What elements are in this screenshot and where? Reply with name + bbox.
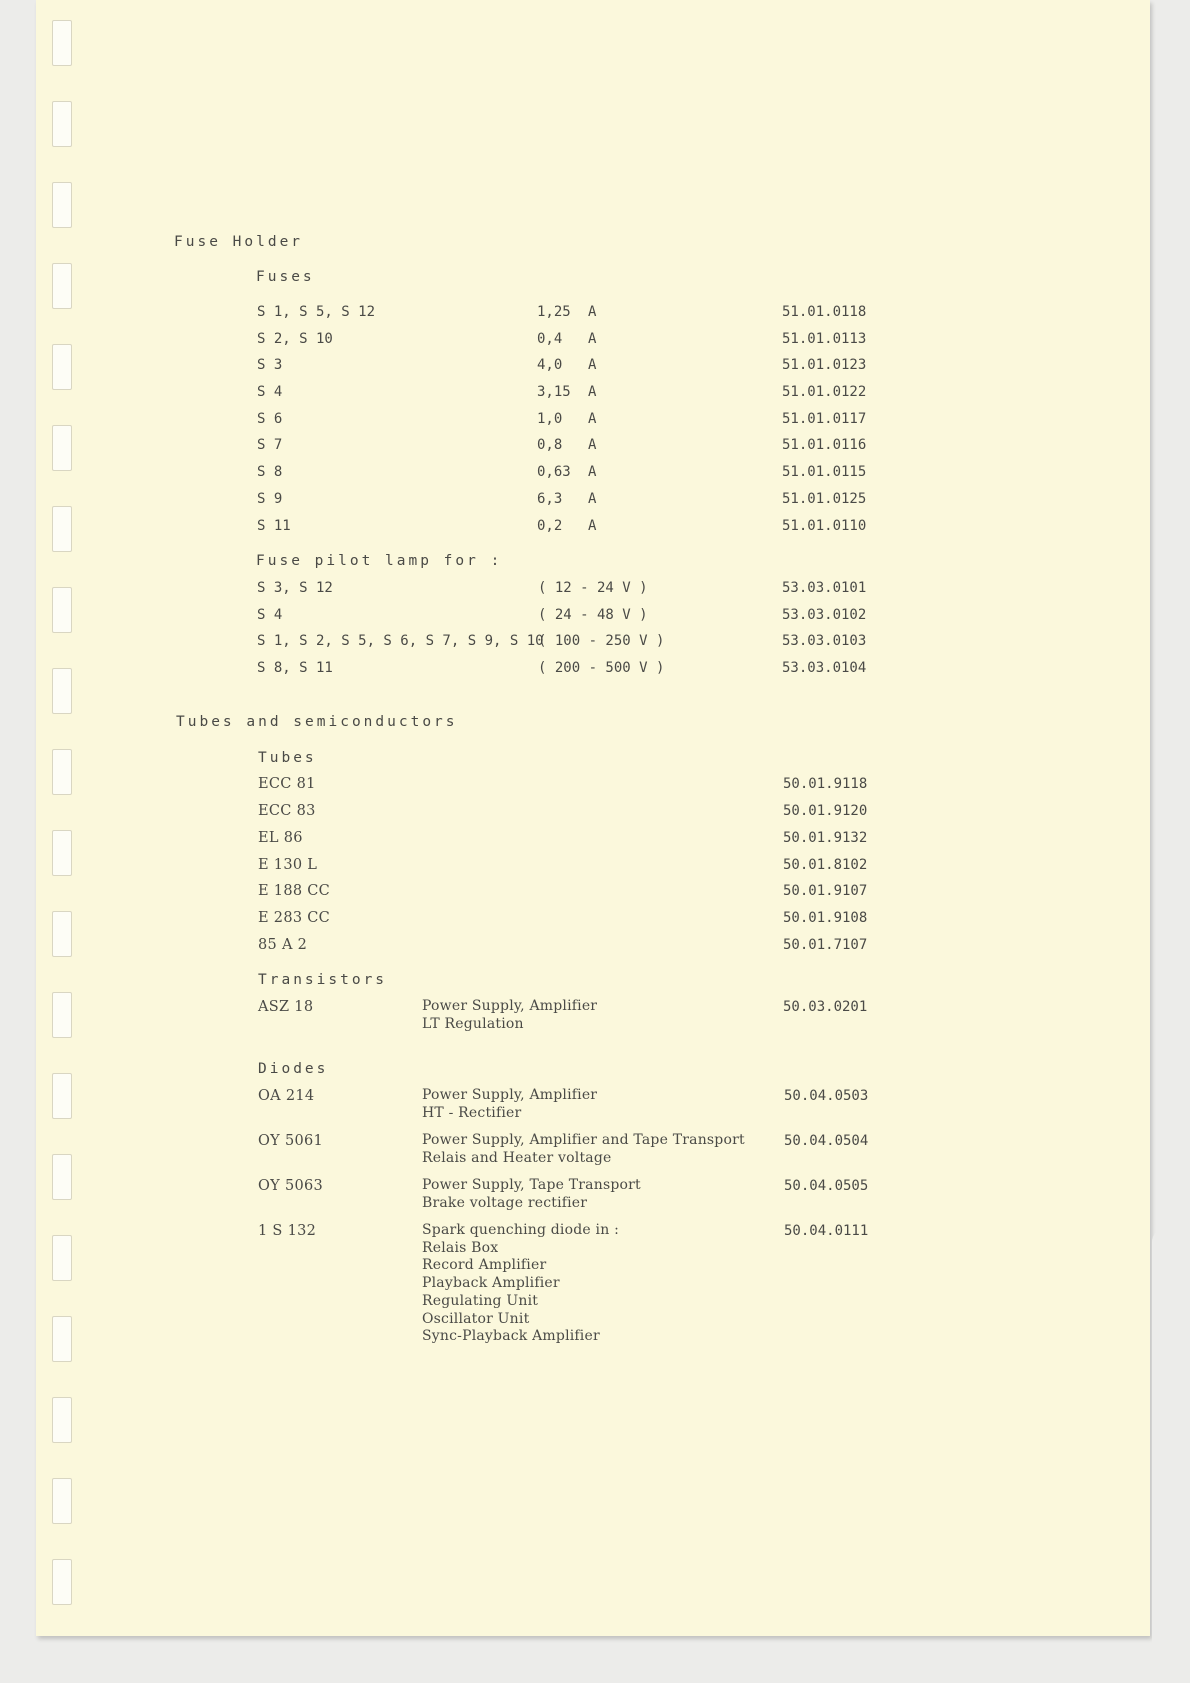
description-line: Power Supply, Amplifier and Tape Transport <box>422 1132 745 1148</box>
part-number: 50.04.0503 <box>784 1088 869 1104</box>
part-number: 50.01.9120 <box>783 803 868 819</box>
fuse-rating: 3,15 <box>537 384 571 400</box>
diode-description <box>422 1132 745 1167</box>
part-number: 50.01.9107 <box>783 883 868 899</box>
fuse-designation: S 8 <box>257 464 283 480</box>
fuse-designation: S 3 <box>257 357 283 373</box>
fuse-rating: 0,4 <box>537 331 563 347</box>
fuse-unit: A <box>588 491 597 507</box>
diode-type: OY 5063 <box>258 1178 324 1194</box>
lamp-designation: S 4 <box>257 607 283 623</box>
diode-type: OY 5061 <box>258 1133 324 1149</box>
tube-type: E 188 CC <box>258 883 331 899</box>
description-line: Relais Box <box>422 1239 499 1256</box>
fuse-rating: 0,2 <box>537 518 563 534</box>
fuse-rating: 0,63 <box>537 464 571 480</box>
part-number: 51.01.0115 <box>782 464 867 480</box>
part-number: 53.03.0102 <box>782 607 867 623</box>
description-line: Regulating Unit <box>422 1292 539 1309</box>
fuse-designation: S 1, S 5, S 12 <box>257 304 376 320</box>
part-number: 51.01.0123 <box>782 357 867 373</box>
fuse-unit: A <box>588 518 597 534</box>
subsection-title-diodes: Diodes <box>258 1061 329 1077</box>
subsection-title-pilot-lamps: Fuse pilot lamp for : <box>256 553 503 569</box>
diode-type: OA 214 <box>258 1088 315 1104</box>
part-number: 53.03.0103 <box>782 633 867 649</box>
part-number: 51.01.0113 <box>782 331 867 347</box>
description-line: LT Regulation <box>422 1015 524 1032</box>
part-number: 51.01.0117 <box>782 411 867 427</box>
diode-type: 1 S 132 <box>258 1223 317 1239</box>
description-line: Power Supply, Amplifier <box>422 998 598 1014</box>
fuse-unit: A <box>588 411 597 427</box>
fuse-rating: 6,3 <box>537 491 563 507</box>
lamp-designation: S 8, S 11 <box>257 660 333 676</box>
fuse-rating: 1,25 <box>537 304 571 320</box>
part-number: 50.03.0201 <box>783 999 868 1015</box>
diode-description <box>422 1222 619 1346</box>
tube-type: E 130 L <box>258 857 318 873</box>
transistor-type: ASZ 18 <box>258 999 314 1015</box>
tube-type: ECC 81 <box>258 776 316 792</box>
fuse-designation: S 2, S 10 <box>257 331 333 347</box>
part-number: 51.01.0116 <box>782 437 867 453</box>
fuse-rating: 0,8 <box>537 437 563 453</box>
part-number: 50.04.0505 <box>784 1178 869 1194</box>
part-number: 50.01.7107 <box>783 937 868 953</box>
part-number: 50.01.8102 <box>783 857 868 873</box>
part-number: 51.01.0122 <box>782 384 867 400</box>
tube-type: ECC 83 <box>258 803 316 819</box>
fuse-unit: A <box>588 384 597 400</box>
lamp-voltage-range: ( 200 - 500 V ) <box>538 660 665 676</box>
part-number: 50.01.9108 <box>783 910 868 926</box>
description-line: HT - Rectifier <box>422 1104 522 1121</box>
part-number: 51.01.0110 <box>782 518 867 534</box>
fuse-rating: 4,0 <box>537 357 563 373</box>
fuse-designation: S 9 <box>257 491 283 507</box>
description-line: Record Amplifier <box>422 1257 547 1274</box>
part-number: 51.01.0125 <box>782 491 867 507</box>
fuse-unit: A <box>588 437 597 453</box>
section-title-tubes-semiconductors: Tubes and semiconductors <box>176 714 458 730</box>
tube-type: EL 86 <box>258 830 303 846</box>
fuse-unit: A <box>588 304 597 320</box>
lamp-voltage-range: ( 100 - 250 V ) <box>538 633 665 649</box>
description-line: Brake voltage rectifier <box>422 1194 588 1211</box>
fuse-rating: 1,0 <box>537 411 563 427</box>
part-number: 53.03.0101 <box>782 580 867 596</box>
description-line: Spark quenching diode in : <box>422 1222 619 1238</box>
subsection-title-transistors: Transistors <box>258 972 388 988</box>
fuse-designation: S 11 <box>257 518 291 534</box>
diode-description <box>422 1087 597 1122</box>
part-number: 51.01.0118 <box>782 304 867 320</box>
part-number: 53.03.0104 <box>782 660 867 676</box>
lamp-voltage-range: ( 24 - 48 V ) <box>538 607 648 623</box>
description-line: Sync-Playback Amplifier <box>422 1328 600 1345</box>
fuse-unit: A <box>588 357 597 373</box>
subsection-title-fuses: Fuses <box>256 269 315 285</box>
part-number: 50.04.0111 <box>784 1223 869 1239</box>
description-line: Power Supply, Tape Transport <box>422 1177 641 1193</box>
fuse-designation: S 7 <box>257 437 283 453</box>
diode-description <box>422 1177 641 1212</box>
section-title-fuse-holder: Fuse Holder <box>174 234 304 250</box>
description-line: Relais and Heater voltage <box>422 1149 612 1166</box>
transistor-description <box>422 998 597 1033</box>
lamp-designation: S 1, S 2, S 5, S 6, S 7, S 9, S 10 <box>257 633 544 649</box>
tube-type: 85 A 2 <box>258 937 308 953</box>
description-line: Playback Amplifier <box>422 1275 560 1292</box>
fuse-unit: A <box>588 464 597 480</box>
lamp-voltage-range: ( 12 - 24 V ) <box>538 580 648 596</box>
part-number: 50.04.0504 <box>784 1133 869 1149</box>
part-number: 50.01.9132 <box>783 830 868 846</box>
subsection-title-tubes: Tubes <box>258 750 317 766</box>
fuse-designation: S 6 <box>257 411 283 427</box>
description-line: Power Supply, Amplifier <box>422 1087 598 1103</box>
description-line: Oscillator Unit <box>422 1310 530 1327</box>
lamp-designation: S 3, S 12 <box>257 580 333 596</box>
part-number: 50.01.9118 <box>783 776 868 792</box>
fuse-unit: A <box>588 331 597 347</box>
fuse-designation: S 4 <box>257 384 283 400</box>
tube-type: E 283 CC <box>258 910 331 926</box>
